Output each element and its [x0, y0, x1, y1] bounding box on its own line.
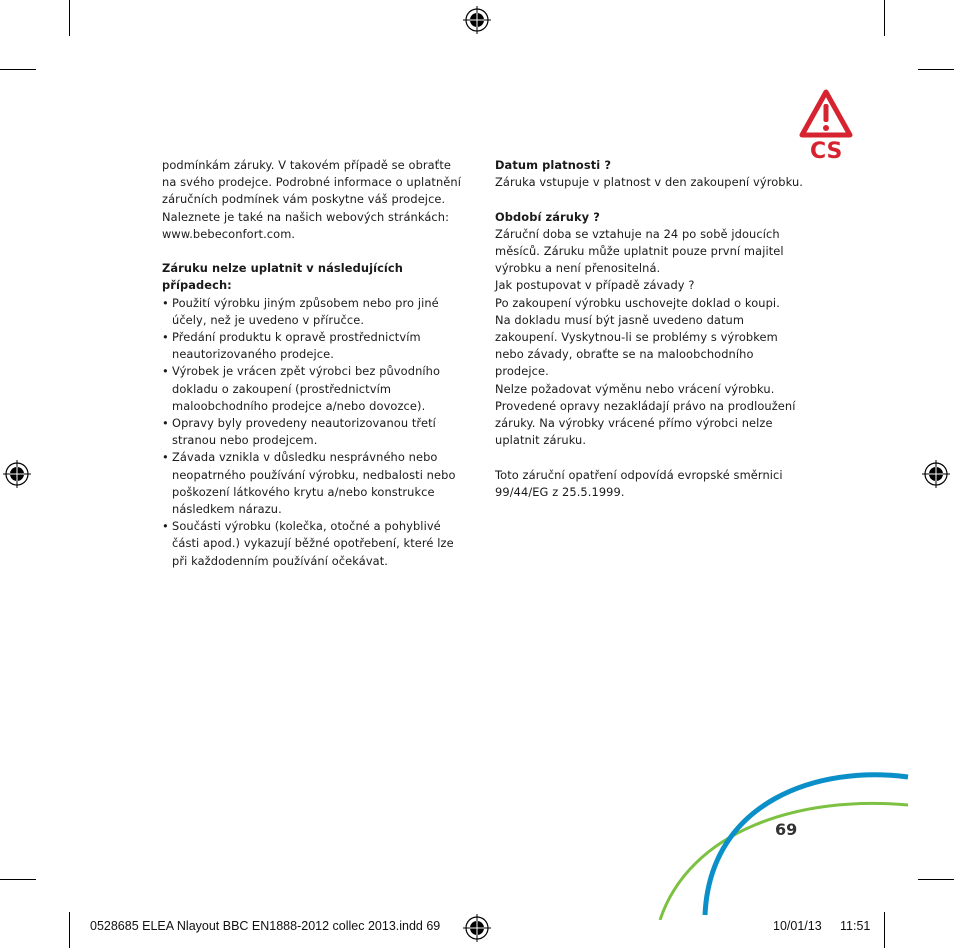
list-item: • Výrobek je vrácen zpět výrobci bez původního dokladu o zakoupení (prostřednictvím maloobchodního prodejce a/nebo dovozce). [162, 363, 467, 415]
registration-mark-icon [462, 5, 492, 35]
registration-mark-icon [921, 459, 951, 489]
crop-mark [69, 0, 70, 36]
intro-paragraph: podmínkám záruky. V takovém případě se obraťte na svého prodejce. Podrobné informace o uplatnění záručních podmínek vám poskytne váš prodejce. Naleznete je také na našich webových stránkách: www.bebeconfort.com. [162, 158, 461, 241]
validity-heading: Datum platnosti ? [495, 158, 612, 172]
right-column [495, 157, 805, 501]
slug-date: 10/01/13 [773, 919, 822, 933]
crop-mark [0, 69, 36, 70]
crop-mark [884, 0, 885, 36]
crop-mark [0, 879, 36, 880]
list-item: • Součásti výrobku (kolečka, otočné a pohyblivé části apod.) vykazují běžné opotřebení, které lze při každodenním používání očekávat. [162, 518, 467, 570]
page-number: 69 [775, 820, 798, 839]
crop-mark [69, 912, 70, 948]
directive-text: Toto záruční opatření odpovídá evropské směrnici 99/44/EG z 25.5.1999. [495, 467, 783, 499]
exclusions-heading: Záruku nelze uplatnit v následujících případech: [162, 261, 403, 293]
list-item: • Použití výrobku jiným způsobem nebo pro jiné účely, než je uvedeno v příručce. [162, 295, 467, 329]
left-column [162, 157, 467, 570]
validity-text: Záruka vstupuje v platnost v den zakoupení výrobku. [495, 175, 804, 190]
list-item: • Předání produktu k opravě prostřednictvím neautorizovaného prodejce. [162, 329, 467, 363]
period-heading: Období záruky ? [495, 209, 600, 224]
warning-triangle-icon [798, 88, 854, 140]
list-item: • Opravy byly provedeny neautorizovanou třetí stranou nebo prodejcem. [162, 415, 467, 449]
language-code: CS [810, 139, 843, 164]
exclusions-list [162, 295, 467, 570]
period-text: Záruční doba se vztahuje na 24 po sobě jdoucích měsíců. Záruku může uplatnit pouze první majitel výrobku a není přenositelná. [495, 226, 784, 276]
crop-mark [918, 879, 954, 880]
slug-time: 11:51 [840, 919, 871, 933]
slug-file: 0528685 ELEA Nlayout BBC EN1888-2012 collec 2013.indd 69 [90, 919, 441, 933]
registration-mark-icon [462, 913, 492, 943]
list-item: • Závada vznikla v důsledku nesprávného nebo neopatrného používání výrobku, nedbalosti nebo poškození látkového krytu a/nebo konstrukce následkem nárazu. [162, 449, 467, 518]
procedure-text: Po zakoupení výrobku uschovejte doklad o koupi. [495, 295, 780, 310]
procedure-text: Nelze požadovat výměnu nebo vrácení výrobku. Provedené opravy nezakládají právo na prodloužení záruky. Na výrobky vrácené přímo výrobci nelze uplatnit záruku. [495, 381, 796, 448]
procedure-text: Na dokladu musí být jasně uvedeno datum zakoupení. Vyskytnou-li se problémy s výrobkem nebo závady, obraťte se na maloobchodního prodejce. [495, 312, 778, 379]
decorative-arcs [650, 760, 910, 920]
registration-mark-icon [2, 459, 32, 489]
crop-mark [918, 69, 954, 70]
procedure-question: Jak postupovat v případě závady ? [495, 278, 695, 293]
